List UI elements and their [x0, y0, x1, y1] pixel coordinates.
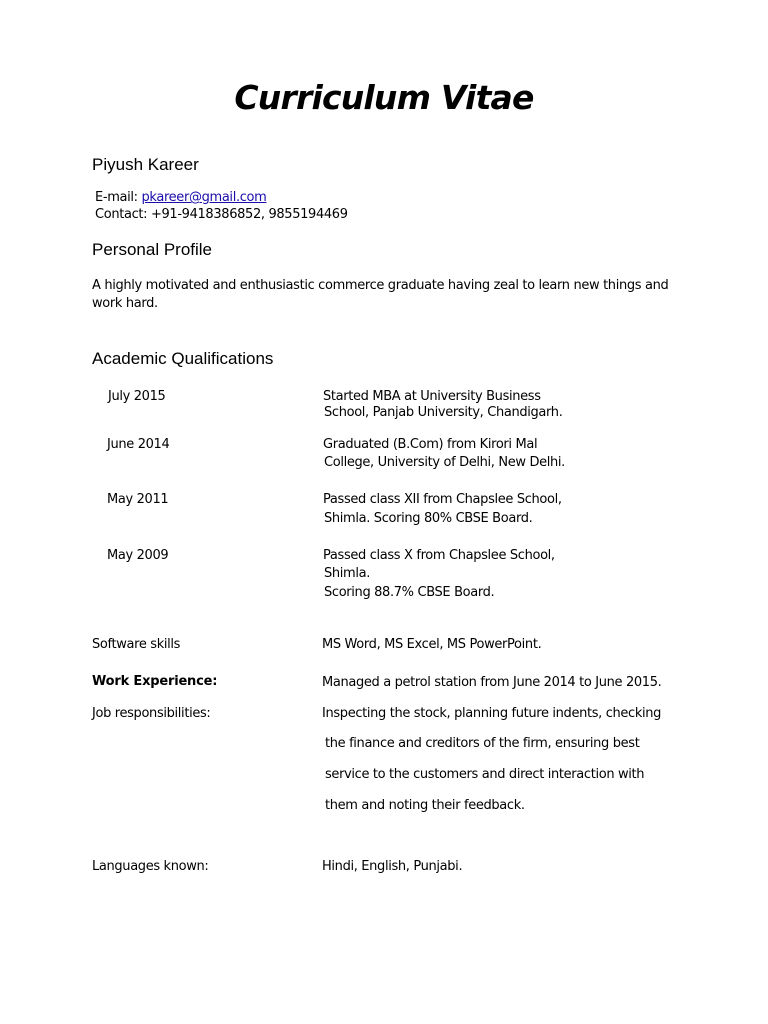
qualification-detail-line: Started MBA at University Business: [323, 389, 541, 404]
job-responsibility-line: them and noting their feedback.: [325, 798, 525, 813]
qualification-detail-line: Passed class XII from Chapslee School,: [323, 492, 562, 507]
work-experience-label: Work Experience:: [92, 674, 218, 689]
qualification-detail-line: Shimla.: [324, 566, 371, 581]
document-title: Curriculum Vitae: [234, 78, 534, 117]
qualification-date: June 2014: [107, 437, 170, 452]
qualification-date: May 2011: [107, 492, 169, 507]
academic-qualifications-heading: Academic Qualifications: [92, 349, 274, 368]
qualification-detail-line: Scoring 88.7% CBSE Board.: [324, 585, 495, 600]
personal-profile-heading: Personal Profile: [92, 240, 213, 259]
job-responsibility-line: the finance and creditors of the firm, ensuring best: [325, 736, 640, 751]
candidate-name: Piyush Kareer: [92, 155, 199, 174]
qualification-date: July 2015: [108, 389, 166, 404]
qualification-detail-line: School, Panjab University, Chandigarh.: [324, 405, 563, 420]
qualification-detail-line: Graduated (B.Com) from Kirori Mal: [323, 437, 538, 452]
email-label: E-mail:: [95, 190, 142, 205]
email-link[interactable]: pkareer@gmail.com: [141, 190, 267, 205]
email-line: [95, 190, 266, 205]
job-responsibility-line: Inspecting the stock, planning future indents, checking: [322, 706, 662, 721]
profile-text-line: work hard.: [92, 296, 158, 311]
contact-line: Contact: +91-9418386852, 9855194469: [95, 207, 348, 222]
job-responsibilities-label: Job responsibilities:: [92, 706, 211, 721]
software-skills-label: Software skills: [92, 637, 181, 652]
work-experience-value: Managed a petrol station from June 2014 to June 2015.: [322, 675, 662, 690]
qualification-detail-line: Passed class X from Chapslee School,: [323, 548, 555, 563]
job-responsibility-line: service to the customers and direct interaction with: [325, 767, 645, 782]
profile-text-line: A highly motivated and enthusiastic commerce graduate having zeal to learn new things and: [92, 278, 669, 293]
qualification-detail-line: College, University of Delhi, New Delhi.: [324, 455, 565, 470]
qualification-detail-line: Shimla. Scoring 80% CBSE Board.: [324, 511, 533, 526]
languages-value: Hindi, English, Punjabi.: [322, 859, 463, 874]
software-skills-value: MS Word, MS Excel, MS PowerPoint.: [322, 637, 542, 652]
languages-label: Languages known:: [92, 859, 209, 874]
qualification-date: May 2009: [107, 548, 169, 563]
